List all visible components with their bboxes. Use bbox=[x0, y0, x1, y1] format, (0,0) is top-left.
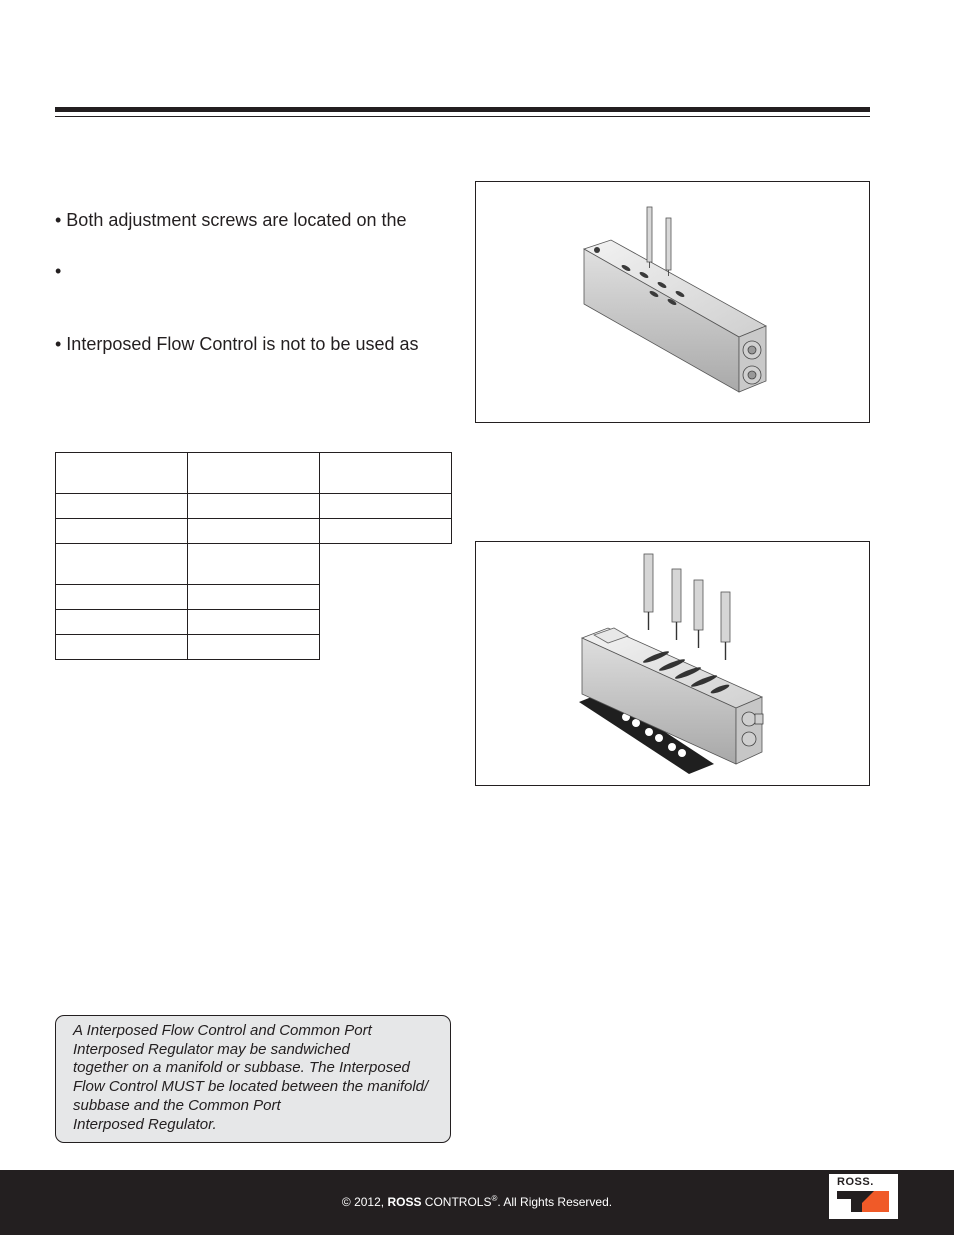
table-cell bbox=[188, 453, 320, 494]
note-box bbox=[55, 1015, 451, 1143]
table-cell bbox=[56, 635, 188, 660]
flow-control-block-illustration bbox=[476, 542, 868, 784]
table-cell bbox=[188, 635, 320, 660]
table-cell bbox=[188, 544, 320, 585]
table-cell bbox=[188, 585, 320, 610]
table-cell-empty bbox=[320, 635, 452, 660]
copyright-suffix: . All Rights Reserved. bbox=[497, 1195, 613, 1209]
table-cell-empty bbox=[320, 610, 452, 635]
note-line: Interposed Regulator may be sandwiched bbox=[73, 1040, 350, 1058]
table-cell bbox=[56, 585, 188, 610]
header-rule-thick bbox=[55, 107, 870, 112]
logo-mark-icon bbox=[829, 1174, 898, 1219]
figure-flow-control-block bbox=[475, 541, 870, 786]
ross-logo bbox=[828, 1173, 899, 1220]
note-line: A Interposed Flow Control and Common Port bbox=[73, 1022, 372, 1039]
table-cell-empty bbox=[320, 585, 452, 610]
bullet-adjustment-screws: • Both adjustment screws are located on the bbox=[55, 210, 407, 230]
table-cell bbox=[188, 494, 320, 519]
spec-table bbox=[55, 452, 452, 660]
bullet-not-to-be-used: • Interposed Flow Control is not to be used as bbox=[55, 334, 419, 354]
table-cell bbox=[320, 453, 452, 494]
note-line: Interposed Regulator. bbox=[73, 1115, 217, 1133]
copyright-text bbox=[0, 1194, 954, 1209]
header-rule-thin bbox=[55, 116, 870, 117]
table-cell-empty bbox=[320, 544, 452, 585]
flow-control-bar-illustration bbox=[476, 182, 868, 421]
table-cell bbox=[56, 453, 188, 494]
table-cell bbox=[56, 494, 188, 519]
brand-rest: CONTROLS bbox=[421, 1195, 492, 1209]
note-line: Flow Control MUST be located between the manifold/ bbox=[73, 1078, 429, 1096]
table-cell bbox=[320, 494, 452, 519]
table-cell bbox=[56, 544, 188, 585]
table-cell bbox=[188, 519, 320, 544]
bullet-empty: • bbox=[55, 261, 62, 281]
note-line: together on a manifold or subbase. The Interposed bbox=[73, 1059, 410, 1077]
note-line: subbase and the Common Port bbox=[73, 1096, 281, 1114]
logo-mark: . bbox=[870, 1176, 874, 1188]
footer bbox=[0, 1170, 954, 1235]
figure-flow-control-bar bbox=[475, 181, 870, 423]
copyright-prefix: © 2012, bbox=[341, 1195, 388, 1209]
table-cell bbox=[56, 610, 188, 635]
registered-mark: ® bbox=[491, 1194, 498, 1203]
table-cell bbox=[320, 519, 452, 544]
brand-bold: ROSS bbox=[387, 1195, 422, 1209]
table-cell bbox=[188, 610, 320, 635]
logo-word-text: ROSS bbox=[837, 1176, 871, 1188]
table-cell bbox=[56, 519, 188, 544]
